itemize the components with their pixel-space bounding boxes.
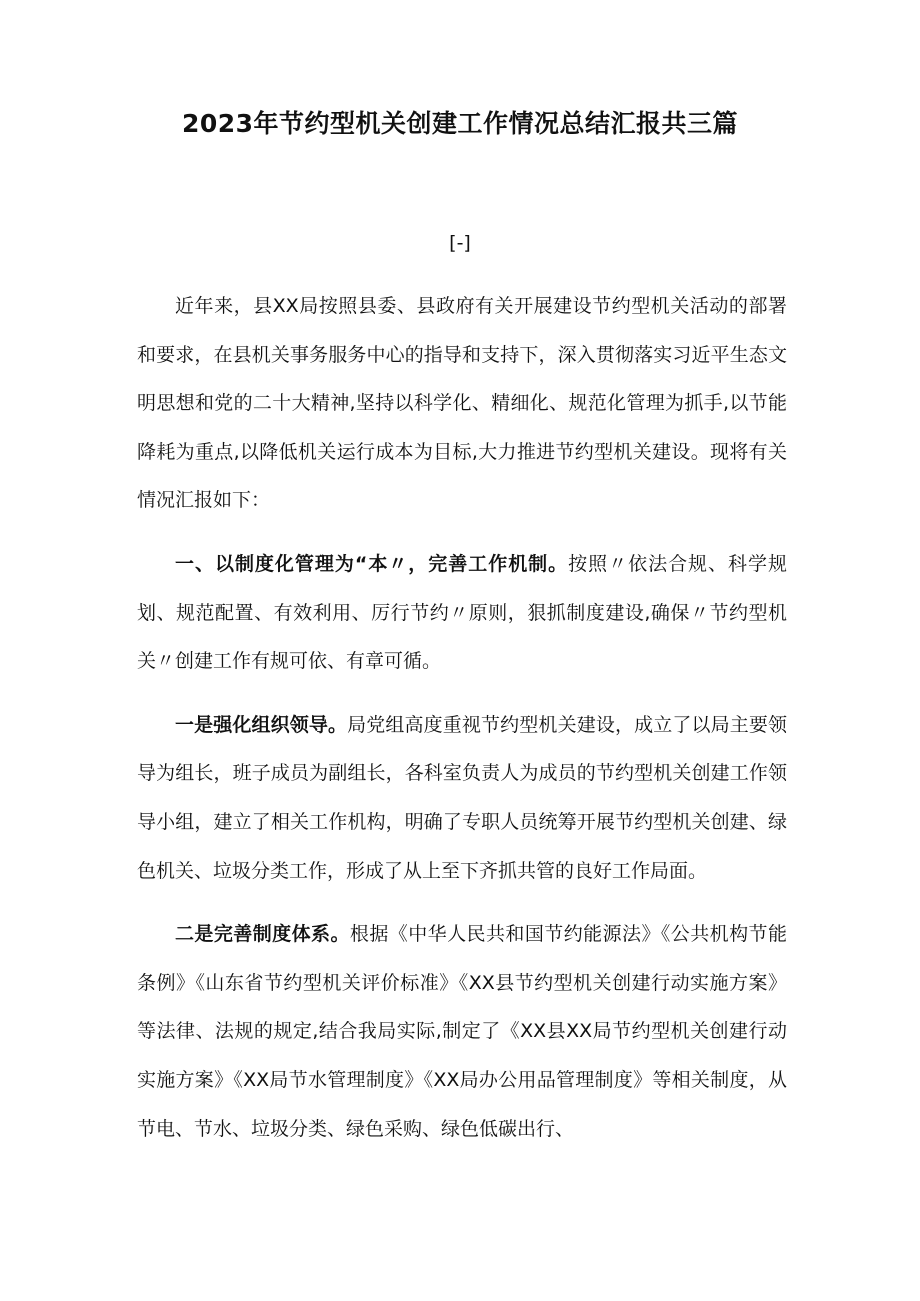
section-marker: [-] — [449, 232, 471, 254]
document-body — [137, 282, 787, 1168]
paragraph-heading: 二是完善制度体系。 — [175, 923, 350, 946]
paragraph-organization — [137, 701, 787, 895]
document-title: 2023年节约型机关创建工作情况总结汇报共三篇 — [181, 109, 739, 138]
paragraph-heading: 一、以制度化管理为“本〃，完善工作机制。 — [175, 552, 569, 575]
paragraph-section-one — [137, 540, 787, 686]
paragraph-text: 局党组高度重视节约型机关建设，成立了以局主要领导为组长，班子成员为副组长，各科室负责人为成员的节约型机关创建工作领导小组，建立了相关工作机构，明确了专职人员统筹开展节约型机关创建、绿色机关、垃圾分类工作，形成了从上至下齐抓共管的良好工作局面。 — [137, 713, 787, 882]
paragraph-text: 根据《中华人民共和国节约能源法》《公共机构节能条例》《山东省节约型机关评价标准》《XX县节约型机关创建行动实施方案》等法律、法规的规定,结合我局实际,制定了《XX县XX局节约型机关创建行动实施方案》《XX局节水管理制度》《XX局办公用品管理制度》等相关制度，从节电、节水、垃圾分类、绿色采购、绿色低碳出行、 — [137, 923, 787, 1140]
paragraph-text: 近年来，县XX局按照县委、县政府有关开展建设节约型机关活动的部署和要求，在县机关事务服务中心的指导和支持下，深入贯彻落实习近平生态文明思想和党的二十大精神,坚持以科学化、精细化、规范化管理为抓手,以节能降耗为重点,以降低机关运行成本为目标,大力推进节约型机关建设。现将有关情况汇报如下： — [137, 295, 787, 512]
paragraph-intro — [137, 282, 787, 525]
paragraph-text: 按照〃依法合规、科学规划、规范配置、有效利用、厉行节约〃原则，狠抓制度建设,确保〃节约型机关〃创建工作有规可依、有章可循。 — [137, 552, 787, 673]
paragraph-system — [137, 910, 787, 1153]
paragraph-heading: 一是强化组织领导。 — [175, 713, 348, 736]
